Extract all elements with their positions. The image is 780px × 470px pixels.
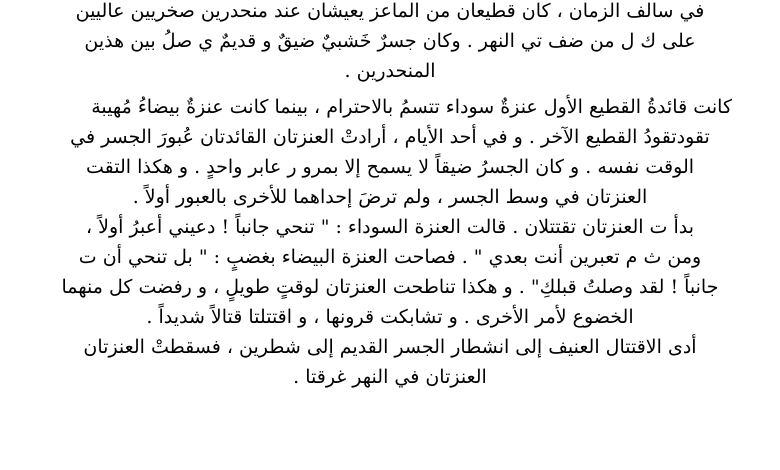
story-line: كانت قائدةُ القطيع الأول عنزةٌ سوداء تتسمُ بالاحترام ، بينما كانت عنزةٌ بيضاءُ مُهيبة (91, 96, 732, 118)
story-line: جانباً ! لقد وصلتُ قبلكِ" . و هكذا تناطحت العنزتان لوقتٍ طويلٍ ، و رفضت كل منهما (61, 276, 719, 298)
story-line: الخضوع لأمر الأخرى . و تشابكت قرونها ، و اقتتلتا قتالاً شديداً . (146, 306, 634, 328)
story-line: تقودتقودُ القطيع الآخر . و في أحد الأيام ، أرادتْ العنزتان القائدتان عُبورَ الجسر في (70, 126, 710, 148)
story-line: في سالف الزمان ، كان قطيعان من الماعز يعيشان عند منحدرين صخريين عاليين (75, 0, 705, 22)
story-line: ومن ث م تعبرين أنت بعدي " . فصاحت العنزة البيضاء بغضبٍ : " بل تنحي أن ت (78, 246, 702, 268)
story-line: العنزتان في وسط الجسر ، ولم ترضَ إحداهما للأخرى بالعبور أولاً . (132, 186, 648, 208)
story-line: المنحدرين . (344, 60, 436, 82)
story-line: العنزتان في النهر غرقتا . (293, 366, 487, 388)
story-line: بدأ ت العنزتان تقتتلان . قالت العنزة السوداء : " تنحي جانباً ! دعيني أعبرُ أولاً ، (85, 216, 695, 238)
story-line: على ك ل من ضف تي النهر . وكان جسرٌ خَشبيٌ ضيقٌ و قديمٌ ي صلُ بين هذين (84, 30, 696, 52)
story-line: أدى الاقتتال العنيف إلى انشطار الجسر القديم إلى شطرين ، فسقطتْ العنزتان (83, 336, 697, 358)
story-line: الوقت نفسه . و كان الجسرُ ضيقاً لا يسمح إلا بمرو ر عابر واحدٍ . و هكذا التقت (85, 156, 695, 178)
